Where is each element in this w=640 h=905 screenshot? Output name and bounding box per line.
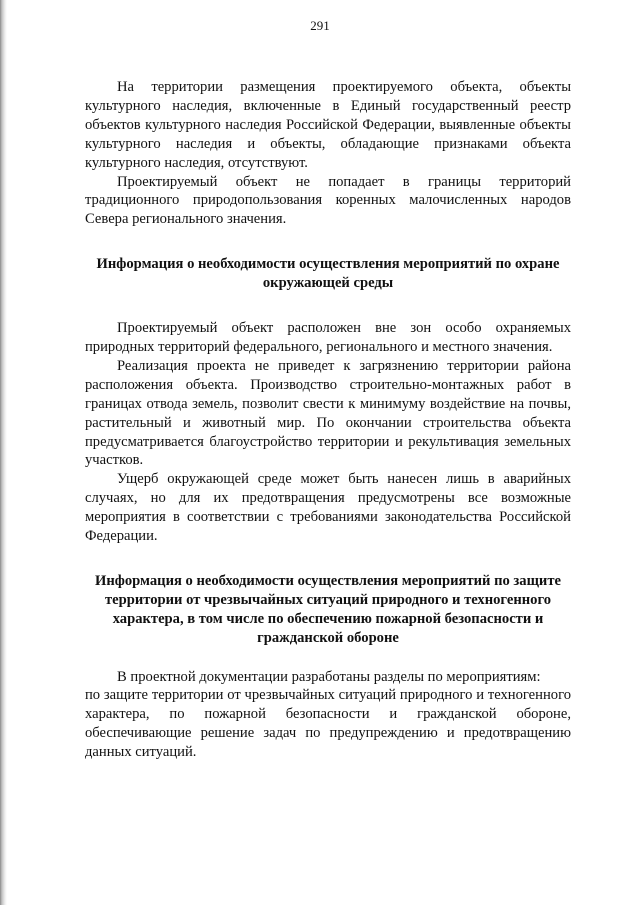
heading-environmental-protection: Информация о необходимости осуществления мероприятий по охране окружающей среды	[96, 256, 560, 292]
document-body	[85, 78, 571, 762]
paragraph-design-sections: В проектной документации разработаны разделы по мероприятиям:	[117, 668, 541, 685]
paragraph-project-implementation: Реализация проекта не приведет к загрязнению территории района расположения объекта. Производство строительно-монтажных работ в границах отвода земель, позволит свести к минимуму воздействие на почвы, растительный и животный мир. По окончании строительства объекта предусматривается благоустройство территории и рекультивация земельных участков.	[85, 357, 571, 469]
paragraph-protected-areas: Проектируемый объект расположен вне зон особо охраняемых природных территорий федерального, регионального и местного значения.	[85, 320, 571, 355]
scan-edge-shadow	[0, 0, 7, 905]
paragraph-emergency-measures: по защите территории от чрезвычайных ситуаций природного и техногенного характера, по пожарной безопасности и гражданской обороне, обеспечивающие решение задач по предупреждению и предотвращению данных ситуаций.	[85, 687, 571, 761]
paragraph-environmental-damage: Ущерб окружающей среде может быть нанесен лишь в аварийных случаях, но для их предотвращения предусмотрены все возможные мероприятия в соответствии с требованиями законодательства Российской Федерации.	[85, 471, 571, 545]
paragraph-traditional-land-use: Проектируемый объект не попадает в границы территорий традиционного природопользования коренных малочисленных народов Севера регионального значения.	[85, 173, 571, 228]
paragraph-cultural-heritage: На территории размещения проектируемого объекта, объекты культурного наследия, включенные в Единый государственный реестр объектов культурного наследия Российской Федерации, выявленные объекты культурного наследия и объекты, обладающие признаками объекта культурного наследия, отсутствуют.	[85, 79, 571, 171]
page-number: 291	[310, 18, 330, 33]
heading-emergency-protection: Информация о необходимости осуществления мероприятий по защите территории от чрезвычайных ситуаций природного и техногенного характера, в том числе по обеспечению пожарной безопасности и гражданской обороне	[95, 572, 561, 646]
